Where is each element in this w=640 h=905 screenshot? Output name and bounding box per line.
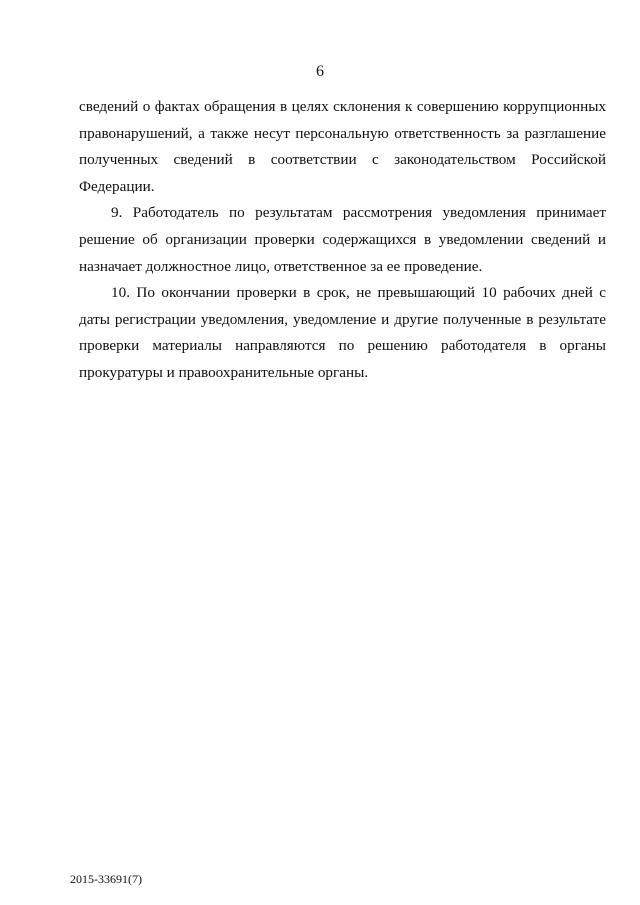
page-number: 6	[316, 63, 324, 80]
paragraph-item-9: 9. Работодатель по результатам рассмотрения уведомления принимает решение об организации проверки содержащихся в уведомлении сведений и назначает должностное лицо, ответственное за ее проведение.	[79, 204, 606, 275]
document-body	[79, 94, 606, 387]
document-code: 2015-33691(7)	[70, 872, 142, 886]
paragraph-continuation: сведений о фактах обращения в целях склонения к совершению коррупционных правонарушений, а также несут персональную ответственность за разглашение полученных сведений в соответствии с законодательством Российской Федерации.	[79, 98, 606, 195]
paragraph-item-10: 10. По окончании проверки в срок, не превышающий 10 рабочих дней с даты регистрации уведомления, уведомление и другие полученные в результате проверки материалы направляются по решению работодателя в органы прокуратуры и правоохранительные органы.	[79, 284, 606, 381]
